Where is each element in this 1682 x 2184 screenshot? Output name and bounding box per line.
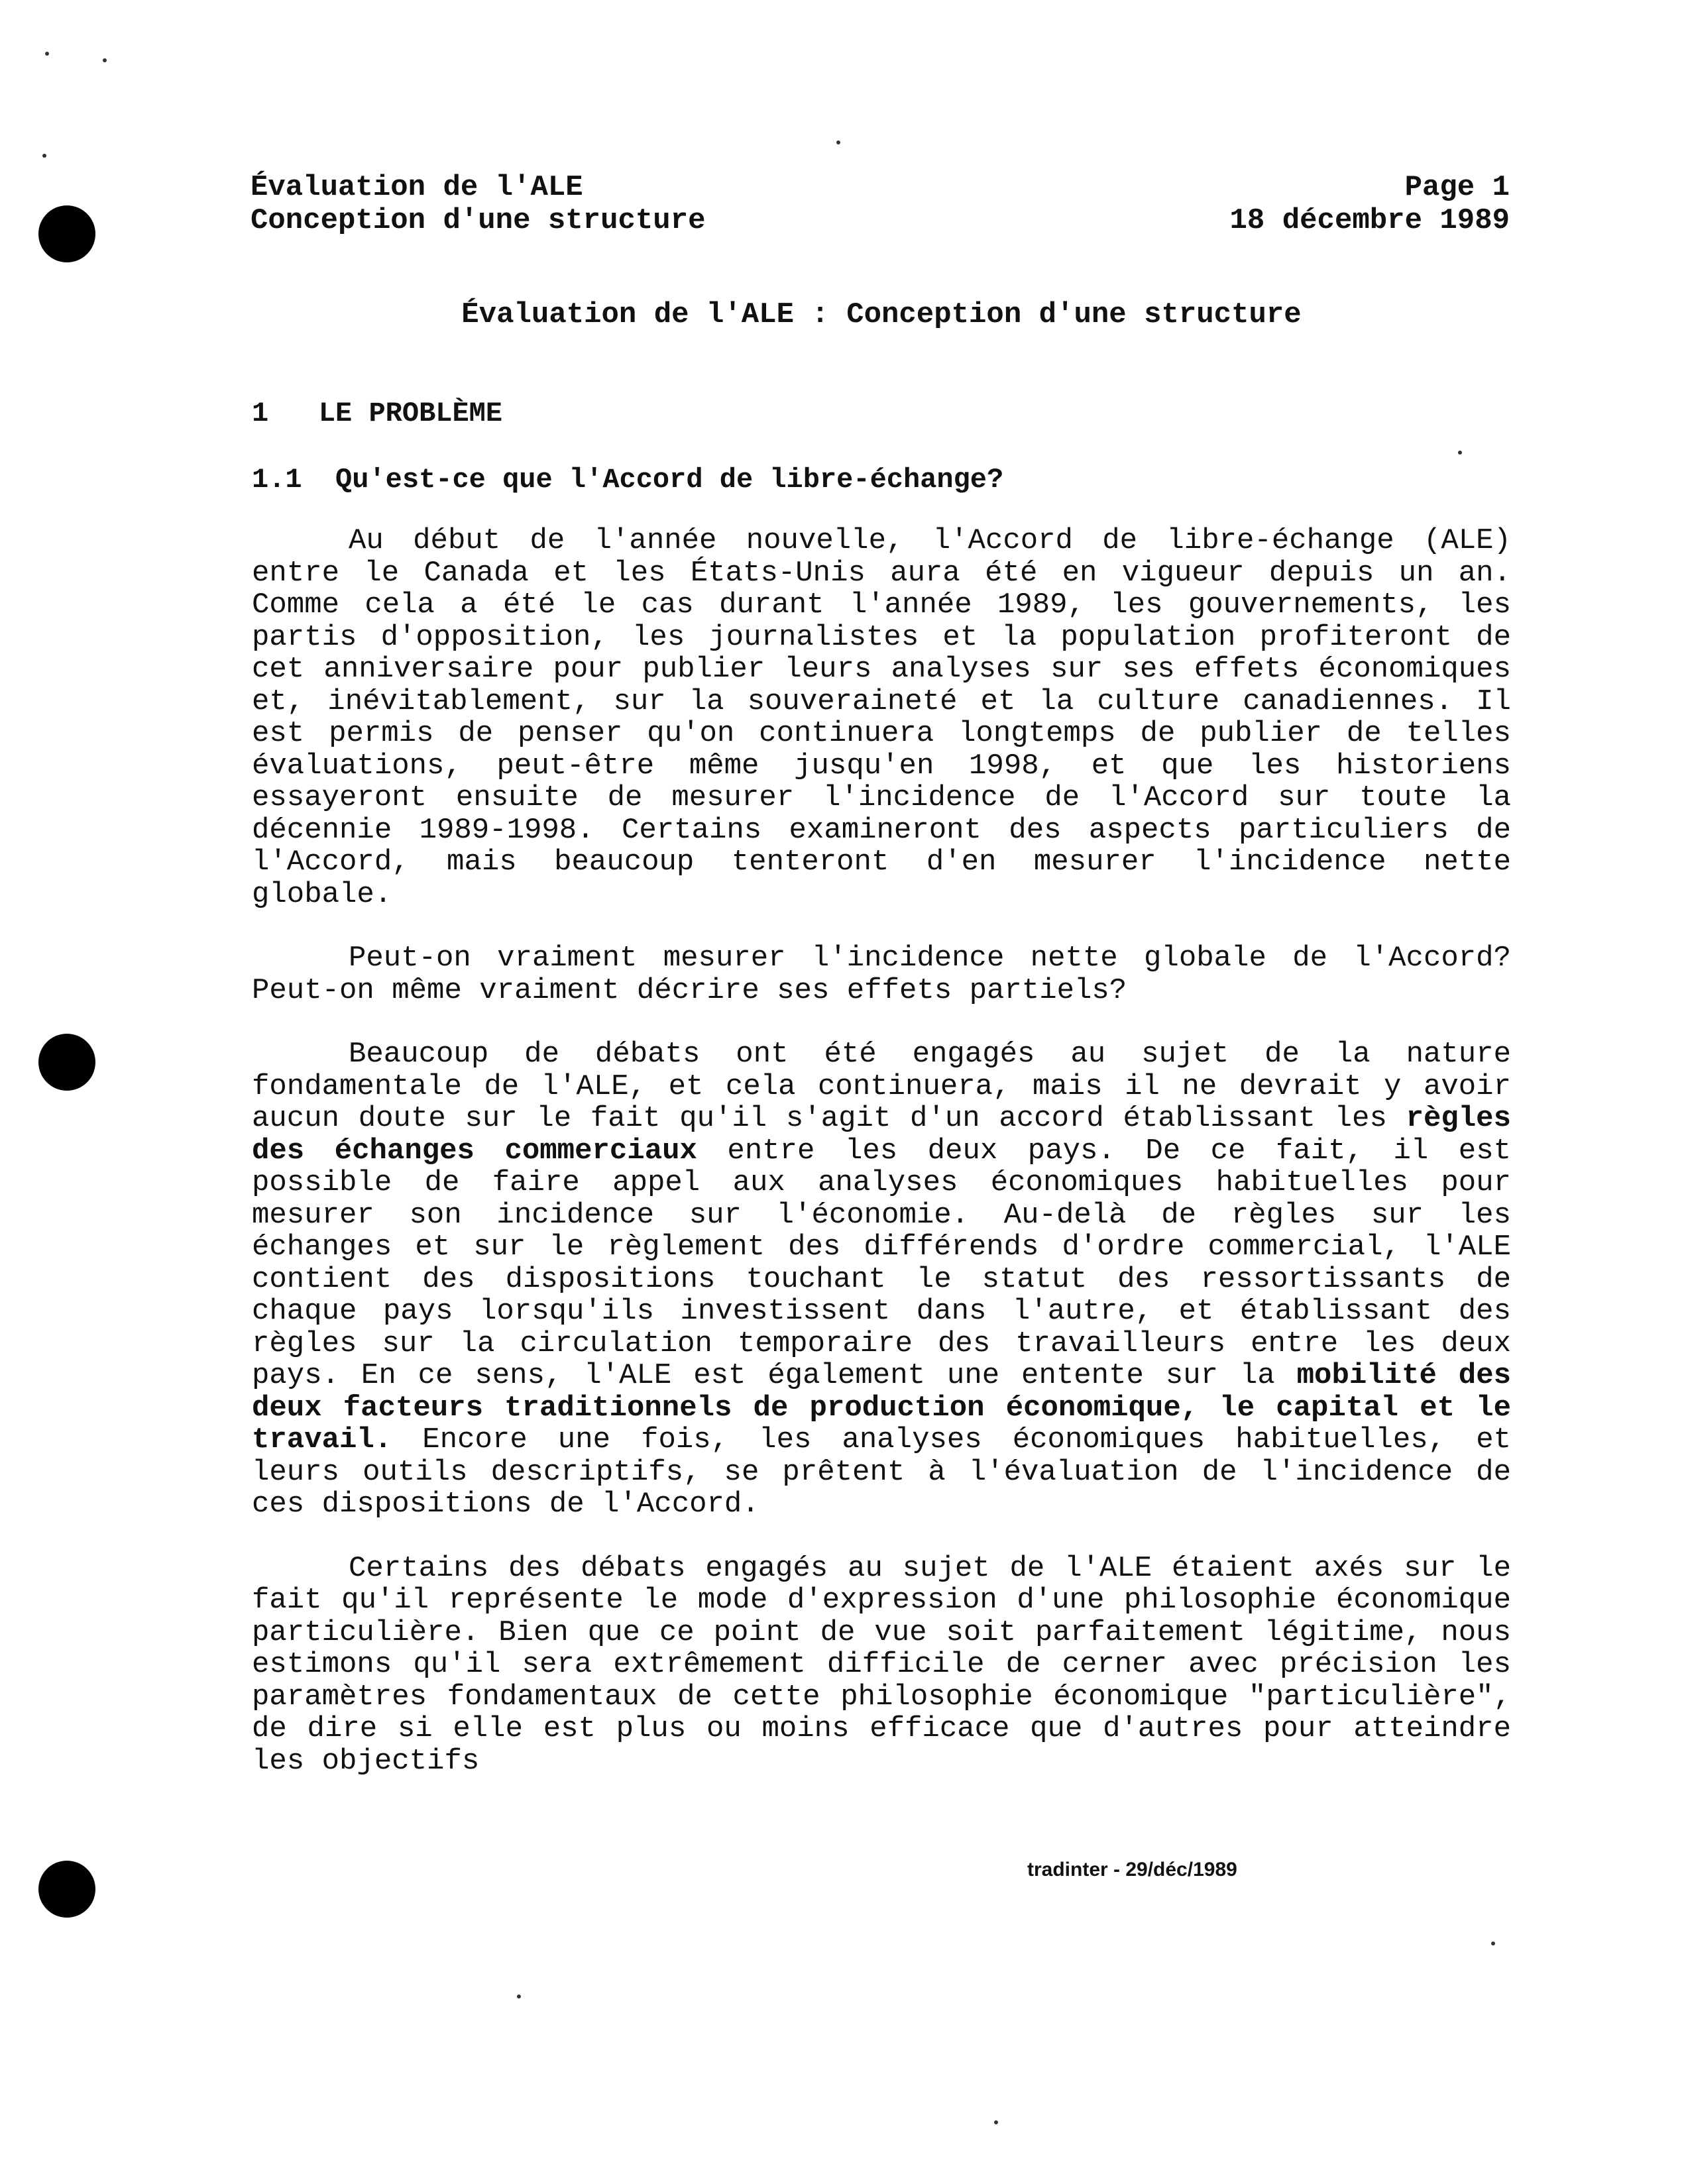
scan-speck — [42, 154, 46, 158]
paragraph-3-text: Encore une fois, les analyses économiques habituelles, et leurs outils descriptifs, se prêtent à l'évaluation de l'incidence de ces dispositions de l'Accord. — [252, 1423, 1511, 1521]
scan-speck — [994, 2120, 998, 2124]
subsection-number: 1.1 — [252, 464, 302, 496]
scan-speck — [836, 140, 840, 144]
paragraph-3-bold-2: mobilité des deux facteurs traditionnels de production économique, le capital et le travail. — [252, 1359, 1511, 1456]
scan-speck — [45, 52, 49, 56]
section-number: 1 — [252, 398, 269, 429]
document-title: Évaluation de l'ALE : Conception d'une structure — [461, 298, 1302, 331]
paragraph-3-text: Beaucoup de débats ont été engagés au sujet de la nature fondamentale de l'ALE, et cela continuera, mais il ne devrait y avoir aucun doute sur le fait qu'il s'agit d'un accord établissant les — [252, 1038, 1511, 1135]
punch-hole-middle — [38, 1034, 95, 1091]
header-date: 18 décembre 1989 — [1229, 204, 1510, 237]
scan-speck — [103, 58, 107, 62]
punch-hole-bottom — [38, 1861, 95, 1918]
paragraph-4: Certains des débats engagés au sujet de l'ALE étaient axés sur le fait qu'il représente le mode d'expression d'une philosophie économique particulière. Bien que ce point de vue soit parfaitement légitime, nous estimons qu'il sera extrêmement difficile de cerner avec précision les paramètres fondamentaux de cette philosophie économique "particulière", de dire si elle est plus ou moins efficace que d'autres pour atteindre les objectifs — [252, 1551, 1511, 1778]
paragraph-3-bold-1: règles des échanges commerciaux — [252, 1102, 1511, 1168]
scan-speck — [1491, 1941, 1495, 1945]
page-number: Page 1 — [1404, 171, 1510, 204]
scan-speck — [517, 1994, 521, 1998]
paragraph-1: Au début de l'année nouvelle, l'Accord de libre-échange (ALE) entre le Canada et les États-Unis aura été en vigueur depuis un an. Comme cela a été le cas durant l'année 1989, les gouvernements, les partis d'opposition, les journalistes et la population profiteront de cet anniversaire pour publier leurs analyses sur ses effets économiques et, inévitablement, sur la souveraineté et la culture canadiennes. Il est permis de penser qu'on continuera longtemps de publier de telles évaluations, peut-être même jusqu'en 1998, et que les historiens essayeront ensuite de mesurer l'incidence de l'Accord sur toute la décennie 1989-1998. Certains examineront des aspects particuliers de l'Accord, mais beaucoup tenteront d'en mesurer l'incidence nette globale. — [252, 524, 1511, 911]
scan-speck — [1458, 451, 1462, 455]
section-heading-1 — [252, 398, 502, 429]
paragraph-3 — [252, 1038, 1511, 1521]
running-header-left — [251, 171, 706, 237]
section-heading-1-1 — [252, 464, 1003, 496]
paragraph-2: Peut-on vraiment mesurer l'incidence nette globale de l'Accord? Peut-on même vraiment décrire ses effets partiels? — [252, 942, 1511, 1007]
punch-hole-top — [38, 205, 95, 262]
subsection-title: Qu'est-ce que l'Accord de libre-échange? — [335, 464, 1004, 496]
header-short-title: Évaluation de l'ALE — [251, 171, 583, 204]
running-header-right — [1230, 171, 1510, 237]
body-text — [252, 525, 1511, 1777]
paragraph-3-text: entre les deux pays. De ce fait, il est possible de faire appel aux analyses économiques habituelles pour mesurer son incidence sur l'économie. Au-delà de règles sur les échanges et sur le règlement des différends d'ordre commercial, l'ALE contient des dispositions touchant le statut des ressortissants de chaque pays lorsqu'ils investissent dans l'autre, et établissant des règles sur la circulation temporaire des travailleurs entre les deux pays. En ce sens, l'ALE est également une entente sur la — [252, 1134, 1512, 1392]
header-subtitle: Conception d'une structure — [251, 204, 706, 237]
footer-stamp: tradinter - 29/déc/1989 — [1027, 1859, 1237, 1881]
section-title: LE PROBLÈME — [318, 398, 503, 429]
